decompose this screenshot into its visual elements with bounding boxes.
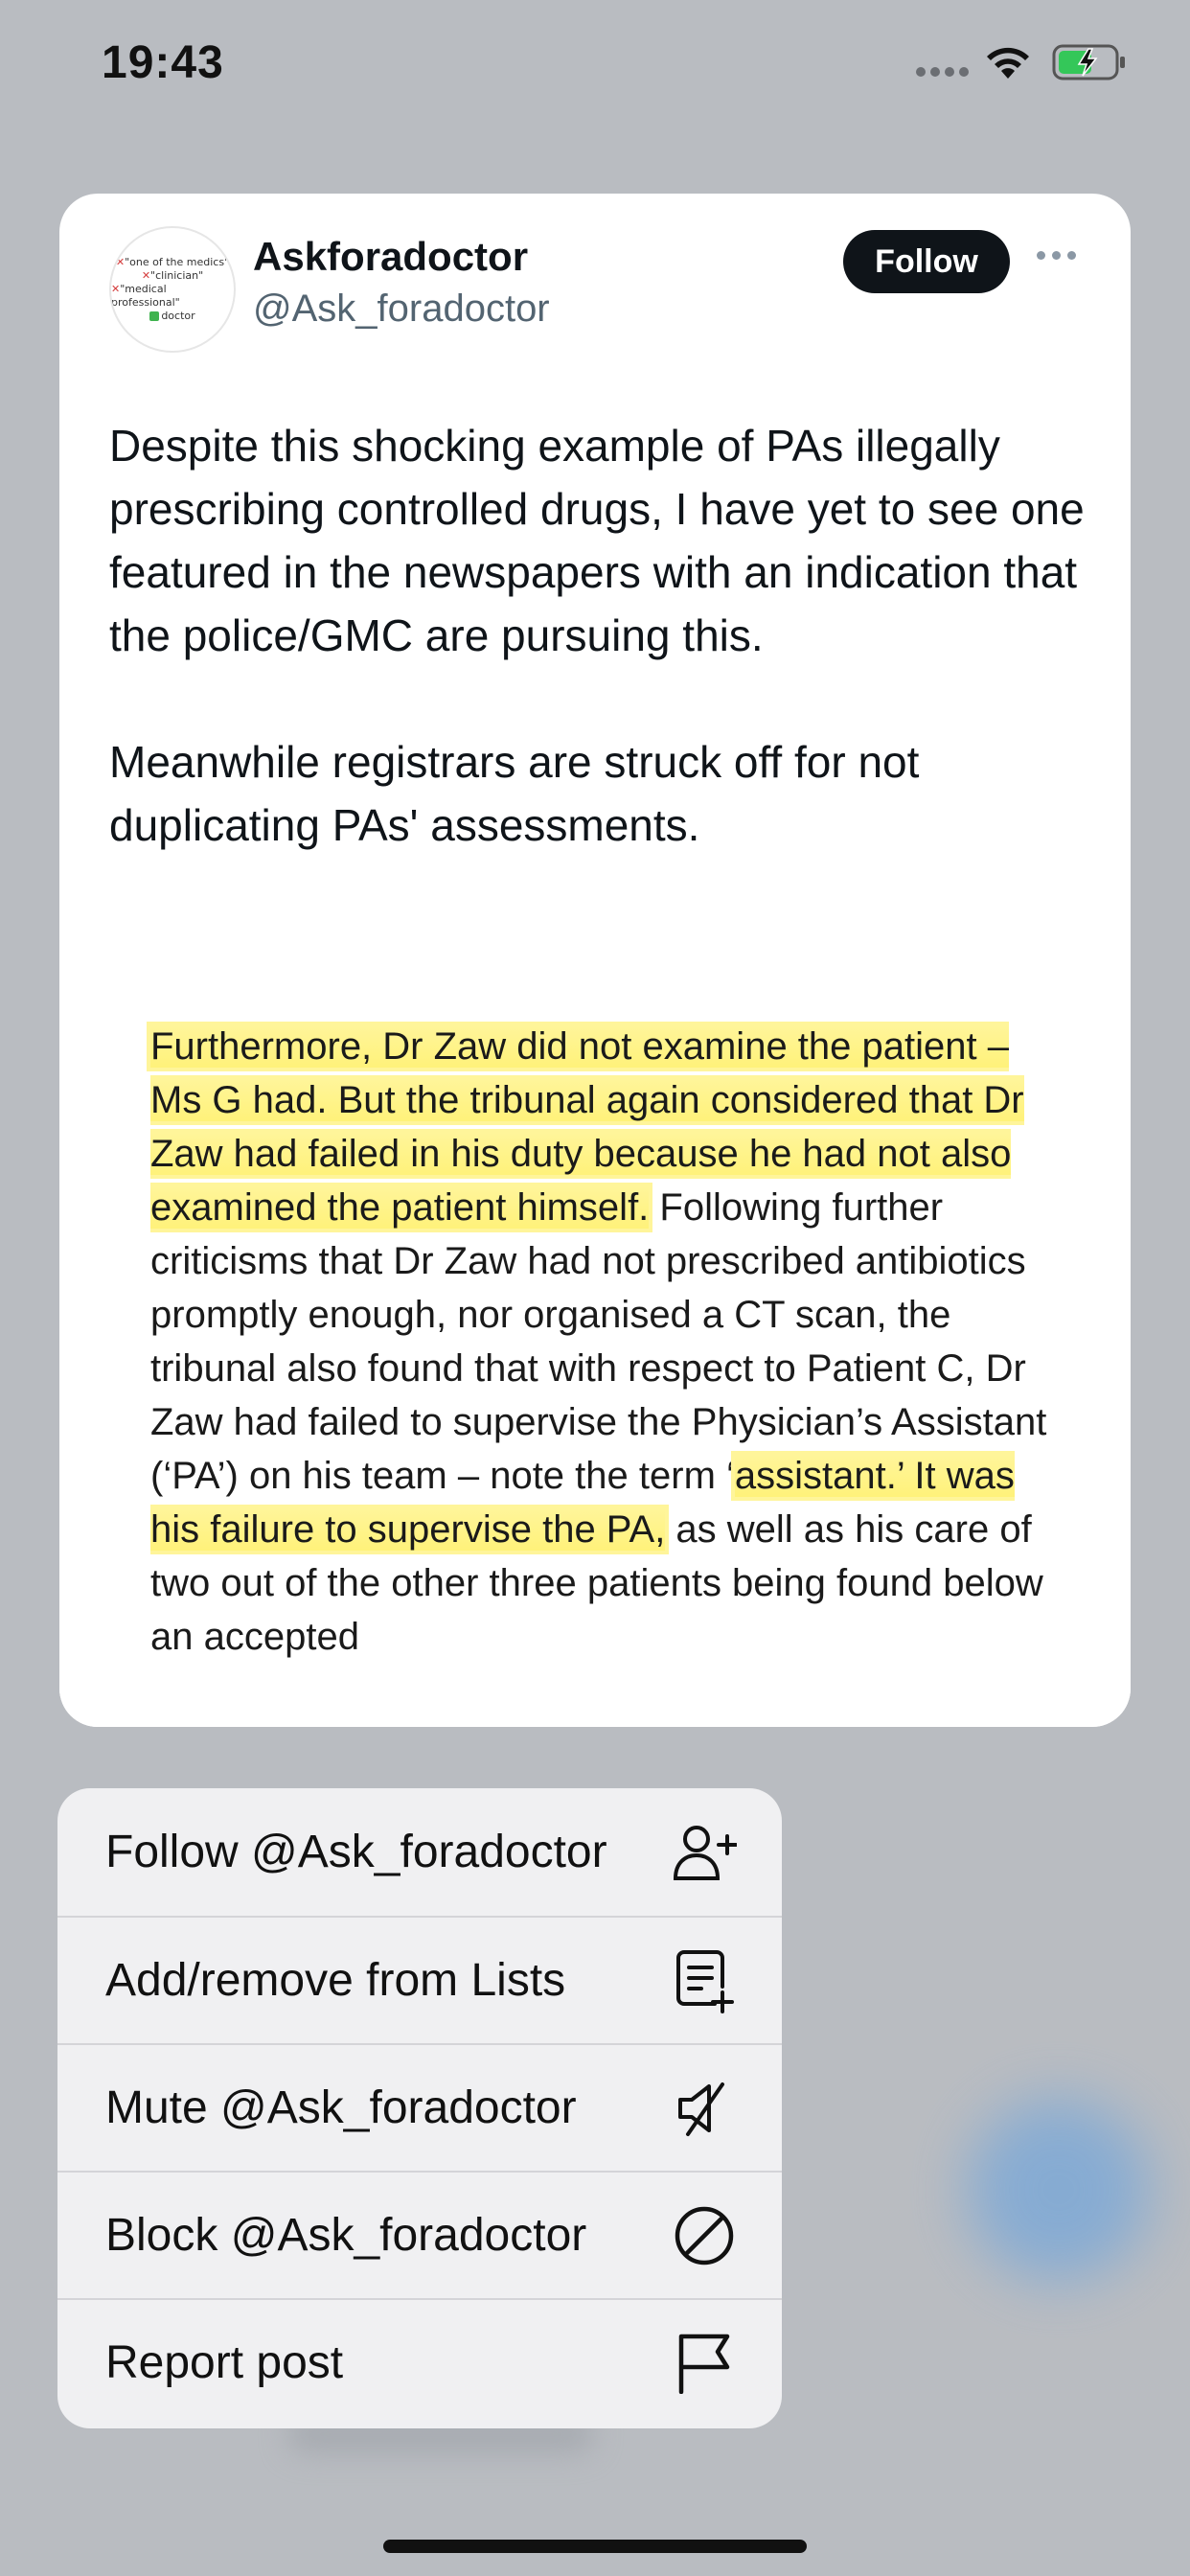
menu-item-report[interactable]: Report post — [57, 2298, 782, 2426]
home-indicator[interactable] — [383, 2540, 807, 2553]
block-icon — [671, 2202, 738, 2269]
tweet-card[interactable] — [59, 194, 1131, 1727]
menu-item-block[interactable]: Block @Ask_foradoctor — [57, 2171, 782, 2298]
tweet-paragraph: Meanwhile registrars are struck off for not duplicating PAs' assessments. — [109, 737, 920, 850]
mute-icon — [671, 2075, 738, 2142]
follow-button[interactable]: Follow — [843, 230, 1010, 293]
follow-user-icon — [671, 1819, 738, 1886]
avatar[interactable]: ✕"one of the medics" ✕"clinician" ✕"medical professional" doctor — [109, 226, 236, 353]
wifi-icon — [983, 42, 1033, 80]
highlighted-text: assistant.’ It was his failure to supervise the PA, — [150, 1455, 1015, 1551]
menu-item-follow[interactable]: Follow @Ask_foradoctor — [57, 1788, 782, 1916]
highlighted-text: Furthermore, Dr Zaw did not examine the patient – Ms G had. But the tribunal again considered that Dr Zaw had failed in his duty because he had not also examined the patient himself. — [150, 1025, 1024, 1229]
tweet-text — [109, 414, 1087, 857]
image-text: as well as his care of two out of the other three patients being found below an accepted — [150, 1508, 1043, 1658]
list-add-icon — [671, 1947, 738, 2014]
cellular-signal-icon — [916, 67, 970, 77]
author-handle[interactable]: @Ask_foradoctor — [253, 288, 550, 330]
compose-button-blurred — [968, 2099, 1150, 2281]
status-time: 19:43 — [102, 37, 224, 88]
tweet-paragraph: Despite this shocking example of PAs illegally prescribing controlled drugs, I have yet to see one featured in the newspapers with an indication that the police/GMC are pursuing this. — [109, 421, 1085, 660]
attached-image[interactable] — [59, 970, 1131, 1727]
menu-item-mute[interactable]: Mute @Ask_foradoctor — [57, 2043, 782, 2171]
author-display-name[interactable]: Askforadoctor — [253, 234, 529, 279]
status-bar — [0, 0, 1190, 134]
menu-item-lists[interactable]: Add/remove from Lists — [57, 1916, 782, 2043]
image-document-text — [150, 1020, 1070, 1664]
image-text: Following further criticisms that Dr Zaw had not prescribed antibiotics promptly enough, nor organised a CT scan, the tribunal also found that with respect to Patient C, Dr Zaw had failed to supervise the Physician’s Assistant (‘PA’) on his team – note the term ‘ — [150, 1186, 1047, 1497]
flag-icon — [671, 2330, 738, 2397]
context-menu — [57, 1788, 782, 2428]
more-options-icon[interactable] — [1037, 251, 1076, 260]
battery-charging-icon — [1052, 44, 1127, 80]
